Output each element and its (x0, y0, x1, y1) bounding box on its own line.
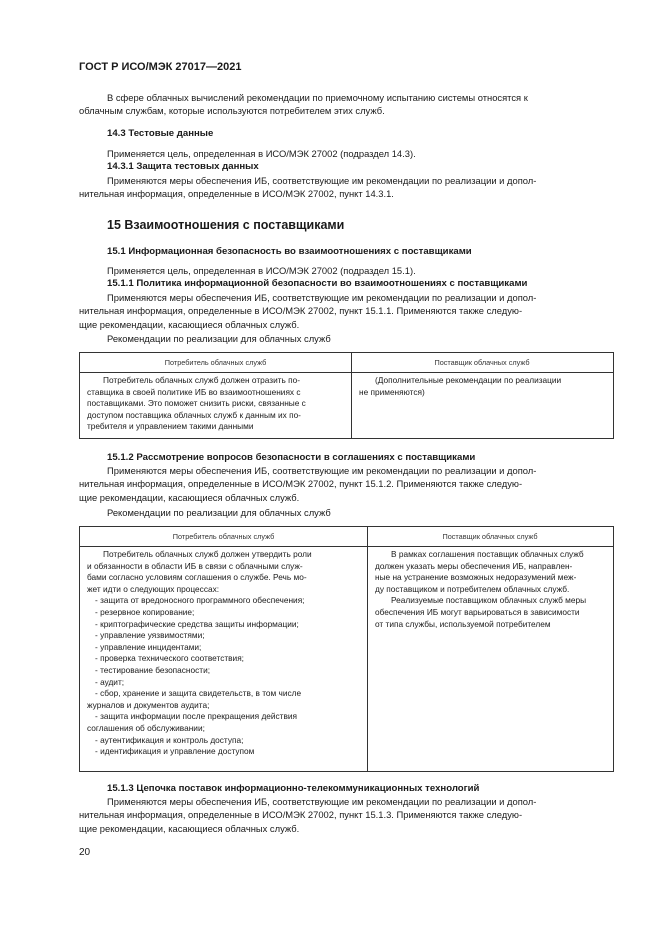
table1-provider-cell (359, 375, 609, 398)
s15-1-1-paragraph (79, 291, 613, 331)
table2-provider-line: обеспечения ИБ могут варьироваться в зависимости (375, 606, 580, 617)
section-14-3-1-title: 14.3.1 Защита тестовых данных (107, 161, 259, 172)
table1-provider-line: не применяются) (359, 386, 425, 397)
table2-provider-line: ду поставщиком и потребителем облачных служб. (375, 583, 570, 594)
table2-provider-line: должен указать меры обеспечения ИБ, направлен- (375, 560, 573, 571)
s14-3-1-paragraph (79, 174, 613, 201)
list-item-continuation: журналов и документов аудита; (87, 699, 210, 710)
table1-consumer-line: требителя и управлением такими данными (87, 421, 254, 432)
list-item: - аутентификация и контроль доступа; (95, 734, 244, 745)
s15-1-line-1: Применяется цель, определенная в ИСО/МЭК 27002 (подраздел 15.1). (107, 265, 416, 276)
document-header: ГОСТ Р ИСО/МЭК 27017—2021 (79, 61, 242, 73)
table2-provider-cell (375, 549, 609, 630)
table2-consumer-line: бами согласно условиям соглашения о службе. Речь мо- (87, 572, 307, 583)
section-15-1-1-title: 15.1.1 Политика информационной безопасности во взаимоотношениях с поставщиками (107, 278, 528, 289)
s15-1-2-line-3: щие рекомендации, касающиеся облачных служб. (79, 491, 300, 503)
table2-provider-line: В рамках соглашения поставщик облачных служб (391, 549, 584, 559)
s14-3-1-line-1: Применяются меры обеспечения ИБ, соответствующие им рекомендации по реализации и допол- (107, 175, 537, 186)
list-item: - идентификация и управление доступом (95, 746, 255, 757)
list-item: - защита информации после прекращения действия (95, 711, 298, 722)
list-item: - проверка технического соответствия; (95, 653, 244, 664)
col-header-consumer: Потребитель облачных служб (164, 358, 267, 367)
table1-consumer-line: поставщиками. Это поможет снизить риски, связанные с (87, 398, 306, 409)
list-item: - управление инцидентами; (95, 641, 202, 652)
table1-consumer-cell (87, 375, 344, 433)
table2-provider-line: Реализуемые поставщиком облачных служб меры (391, 595, 587, 606)
table1-consumer-line: Потребитель облачных служб должен отразить по- (103, 375, 301, 385)
table-header-row (80, 527, 613, 547)
table1-provider-line: (Дополнительные рекомендации по реализации (375, 375, 562, 385)
table2-provider-line: ные на устранение возможных недоразумений меж- (375, 572, 577, 583)
s14-3-line-1: Применяется цель, определенная в ИСО/МЭК 27002 (подраздел 14.3). (107, 148, 416, 159)
table2-provider-line: от типа службы, используемой потребителем (375, 618, 551, 629)
page-number: 20 (79, 847, 91, 858)
table1-consumer-line: ставщика в своей политике ИБ во взаимоотношениях с (87, 386, 301, 397)
s15-1-2-paragraph (79, 464, 613, 504)
s15-1-3-paragraph (79, 795, 613, 835)
s14-3-1-line-2: нительная информация, определенные в ИСО/МЭК 27002, пункт 14.3.1. (79, 188, 394, 200)
list-item: - управление уязвимостями; (95, 630, 205, 641)
list-item-continuation: соглашения об обслуживании; (87, 722, 205, 733)
section-15-1-3-title: 15.1.3 Цепочка поставок информационно-телекоммуникационных технологий (107, 783, 480, 794)
s15-1-1-line-3: щие рекомендации, касающиеся облачных служб. (79, 318, 300, 330)
col-header-provider: Поставщик облачных служб (434, 358, 530, 367)
intro-line-2: облачным службам, которые используются потребителем этих служб. (79, 105, 385, 117)
section-15-title: 15 Взаимоотношения с поставщиками (107, 218, 345, 232)
table2-consumer-cell (87, 549, 360, 758)
table1-consumer-line: доступом поставщика облачных служб к данным их по- (87, 409, 301, 420)
list-item: - сбор, хранение и защита свидетельств, в том числе (95, 688, 302, 699)
table-15-1-2 (79, 526, 614, 772)
table2-consumer-line: Потребитель облачных служб должен утвердить роли (103, 549, 312, 559)
s15-1-1-line-2: нительная информация, определенные в ИСО/МЭК 27002, пункт 15.1.1. Применяются также следую- (79, 305, 523, 317)
list-item: - защита от вредоносного программного обеспечения; (95, 595, 305, 606)
col-header-consumer: Потребитель облачных служб (172, 532, 275, 541)
s15-1-3-line-3: щие рекомендации, касающиеся облачных служб. (79, 822, 300, 834)
section-15-1-2-title: 15.1.2 Рассмотрение вопросов безопасности в соглашениях с поставщиками (107, 452, 476, 463)
intro-paragraph (79, 91, 613, 118)
section-15-1-title: 15.1 Информационная безопасность во взаимоотношениях с поставщиками (107, 246, 472, 257)
table-15-1-1 (79, 352, 614, 439)
s15-1-1-rec-label: Рекомендации по реализации для облачных служб (107, 333, 331, 344)
list-item: - тестирование безопасности; (95, 664, 211, 675)
s15-1-1-line-1: Применяются меры обеспечения ИБ, соответствующие им рекомендации по реализации и допол- (107, 292, 537, 303)
section-14-3-title: 14.3 Тестовые данные (107, 128, 214, 139)
s15-1-2-rec-label: Рекомендации по реализации для облачных служб (107, 507, 331, 518)
s15-1-3-line-1: Применяются меры обеспечения ИБ, соответствующие им рекомендации по реализации и допол- (107, 796, 537, 807)
table-header-row (80, 353, 613, 373)
table2-consumer-line: и обязанности в области ИБ в связи с облачными служ- (87, 560, 303, 571)
intro-line-1: В сфере облачных вычислений рекомендации по приемочному испытанию системы относятся к (107, 92, 528, 103)
list-item: - аудит; (95, 676, 125, 687)
s15-1-3-line-2: нительная информация, определенные в ИСО/МЭК 27002, пункт 15.1.3. Применяются также следую- (79, 809, 523, 821)
s15-1-2-line-1: Применяются меры обеспечения ИБ, соответствующие им рекомендации по реализации и допол- (107, 465, 537, 476)
col-header-provider: Поставщик облачных служб (442, 532, 538, 541)
list-item: - резервное копирование; (95, 606, 195, 617)
s15-1-2-line-2: нительная информация, определенные в ИСО/МЭК 27002, пункт 15.1.2. Применяются также следую- (79, 478, 523, 490)
list-item: - криптографические средства защиты информации; (95, 618, 299, 629)
table2-consumer-line: жет идти о следующих процессах: (87, 583, 220, 594)
